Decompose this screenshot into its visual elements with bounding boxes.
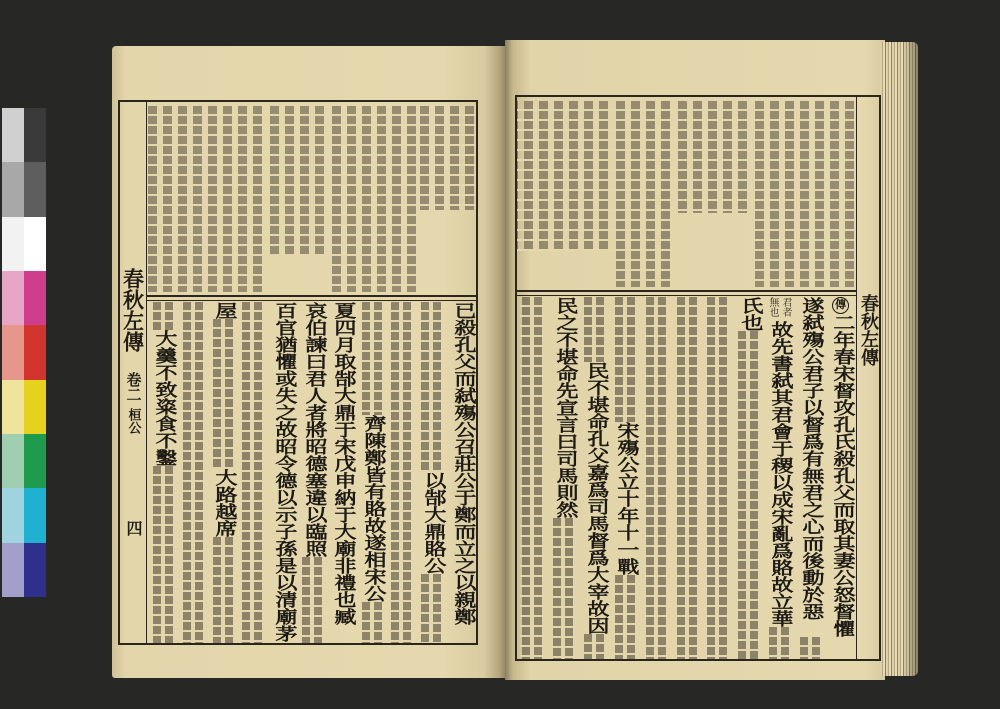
commentary-text-block <box>360 602 384 643</box>
color-patch <box>24 162 46 216</box>
section-label: 桓公 <box>125 408 141 434</box>
text-column <box>794 297 825 659</box>
section-divider <box>147 295 476 301</box>
color-calibration-bar <box>2 108 46 597</box>
interlinear-note <box>766 297 792 321</box>
commentary-text-block <box>240 302 264 643</box>
commentary-text-block <box>389 302 413 643</box>
main-text: 哀伯諫曰君人者將昭德塞違以臨照 <box>299 302 326 557</box>
main-text: 民之不堪命先宣言曰司馬則然 <box>550 297 577 518</box>
main-text: 故先書弑其君會于稷以成宋亂爲賂故立華 <box>766 321 793 627</box>
color-patch <box>2 488 24 542</box>
text-column <box>416 302 446 643</box>
color-patch <box>24 325 46 379</box>
commentary-text-block <box>798 637 822 659</box>
color-patch <box>2 325 24 379</box>
right-print-frame <box>515 95 881 661</box>
page-number: 四 <box>124 520 143 536</box>
commentary-text-block <box>148 106 264 292</box>
text-column <box>825 297 856 659</box>
commentary-text-block <box>551 518 575 659</box>
commentary-text-block <box>520 297 544 659</box>
commentary-text-block <box>266 106 326 256</box>
commentary-text-block <box>211 319 235 469</box>
commentary-text-block <box>420 106 476 210</box>
text-column <box>238 302 268 643</box>
commentary-text-block <box>612 101 672 287</box>
commentary-text-block <box>675 297 699 659</box>
main-text: 遂弑殤公君子以督爲有無君之心而後動於惡 <box>797 297 824 620</box>
color-patch <box>2 543 24 597</box>
upper-commentary-section <box>517 97 856 290</box>
color-patch <box>24 434 46 488</box>
commentary-text-block <box>151 302 175 330</box>
text-column <box>671 297 702 659</box>
running-title: 春秋左傳 <box>858 294 879 366</box>
text-column <box>267 302 297 643</box>
text-column <box>579 297 610 659</box>
color-patch <box>24 380 46 434</box>
main-text: 以郜大鼎賂公 <box>418 472 445 574</box>
main-text-section <box>148 302 476 643</box>
color-patch <box>2 380 24 434</box>
running-title: 春秋左傳 <box>120 268 146 352</box>
text-column <box>517 297 548 659</box>
commentary-text-block <box>360 302 384 415</box>
fold-column <box>856 97 879 659</box>
main-text-section <box>517 297 856 659</box>
commentary-text-block <box>211 537 235 643</box>
text-column <box>640 297 671 659</box>
main-text: 二年春宋督攻孔氏殺孔父而取其妻公怒督懼 <box>828 314 855 637</box>
text-column <box>327 302 357 643</box>
text-column <box>208 302 238 643</box>
commentary-text-block <box>674 101 749 213</box>
text-column <box>548 297 579 659</box>
commentary-text-block <box>582 634 606 659</box>
text-column <box>733 297 764 659</box>
page-stack-edges <box>880 42 918 676</box>
color-patch <box>2 271 24 325</box>
color-patch <box>2 434 24 488</box>
text-column <box>764 297 795 659</box>
color-patch <box>2 162 24 216</box>
text-column <box>610 297 641 659</box>
main-text: 大羹不致粢食不鑿 <box>150 330 177 466</box>
main-text: 氏也 <box>735 297 762 331</box>
upper-commentary-section <box>148 102 476 295</box>
color-patch <box>2 217 24 271</box>
left-print-frame <box>118 100 478 645</box>
commentary-text-block <box>705 297 729 659</box>
commentary-text-block <box>517 101 610 251</box>
text-column <box>357 302 387 643</box>
commentary-text-block <box>300 557 324 643</box>
color-patch <box>2 108 24 162</box>
main-text: 夏四月取郜大鼎于宋戊申納于大廟非禮也臧 <box>329 302 356 625</box>
section-divider <box>517 290 856 296</box>
commentary-text-block <box>582 297 606 362</box>
main-text: 民不堪命孔父嘉爲司馬督爲大宰故因 <box>581 362 608 634</box>
commentary-text-block <box>736 331 760 659</box>
commentary-text-block <box>613 297 637 422</box>
color-patch <box>24 543 46 597</box>
main-text: 已殺孔父而弑殤公召莊公于鄭而立之以親鄭 <box>448 302 475 625</box>
commentary-text-block <box>419 574 443 643</box>
text-column <box>148 302 178 643</box>
commentary-text-block <box>751 101 856 287</box>
commentary-text-block <box>151 466 175 643</box>
main-text: 齊陳鄭皆有賂故遂相宋公 <box>359 415 386 602</box>
main-text: 大路越席 <box>210 469 237 537</box>
commentary-text-block <box>419 302 443 472</box>
commentary-text-block <box>181 302 205 643</box>
commentary-text-block <box>328 106 418 292</box>
fold-column <box>120 102 147 643</box>
color-patch <box>24 488 46 542</box>
color-patch <box>24 108 46 162</box>
commentary-text-block <box>613 575 637 659</box>
note-line: 君者 <box>779 297 791 317</box>
commentary-text-block <box>644 297 668 659</box>
note-line: 無也 <box>766 297 778 317</box>
text-column <box>702 297 733 659</box>
color-patch <box>24 271 46 325</box>
color-patch <box>24 217 46 271</box>
commentary-text-block <box>767 627 791 659</box>
text-column <box>387 302 417 643</box>
text-column <box>178 302 208 643</box>
text-column <box>297 302 327 643</box>
text-column <box>446 302 476 643</box>
main-text: 屋 <box>210 302 237 319</box>
main-text: 宋殤公立十年十一戰 <box>612 422 639 575</box>
main-text: 百官猶懼或失之故昭令德以示子孫是以清廟茅 <box>269 302 296 642</box>
zhuan-marker: 傳 <box>832 297 849 314</box>
volume-label: 卷二 <box>124 372 143 402</box>
